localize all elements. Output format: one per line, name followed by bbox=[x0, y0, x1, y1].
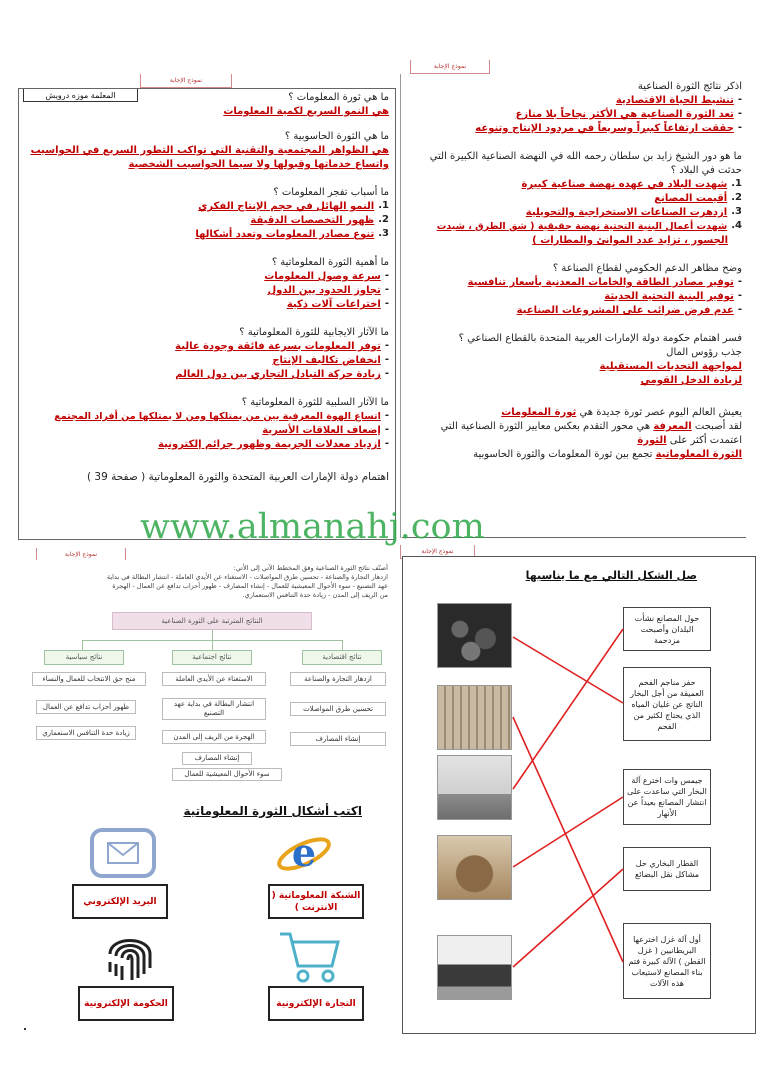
figure-instruction: أصنّف نتائج الثورة الصناعية وفق المخطط الآتي إلى الأتي: bbox=[233, 564, 388, 572]
matching-title: صل الشكل التالي مع ما يناسبها bbox=[525, 569, 697, 582]
matching-panel bbox=[402, 556, 756, 1034]
list-number: 1. bbox=[378, 200, 389, 211]
answer-model-tag: نموذج الإجابة bbox=[36, 548, 126, 562]
form-card-ecommerce: التجارة الإلكترونية bbox=[268, 986, 364, 1021]
match-box-5: أول آلة غزل اخترعها البريطانيين ( غزل القطن ) الآلة كبيرة فتم بناء المصانع لاستيعاب هذه الآلات bbox=[623, 923, 711, 999]
answer-item-cont: الجسور ، تزايد عدد الموانئ والمطارات ) bbox=[532, 235, 728, 246]
answer-item: سرعة وصول المعلومات bbox=[264, 271, 381, 282]
answer-1: هي النمو السريع لكمية المعلومات bbox=[223, 106, 389, 117]
question-1: ما هي ثورة المعلومات ؟ bbox=[288, 92, 389, 103]
answer-item: تعد الثورة الصناعية هي الأكثر نجاحاً بلا منازع bbox=[515, 109, 734, 120]
social-item: الاستغناء عن الأيدي العاملة bbox=[162, 672, 266, 686]
watermark-text: www.almanahj.com bbox=[140, 507, 485, 547]
fill-blank-2: لقد أصبحت المعرفة هي محور التقدم بعكس معايير الثورة الصناعية التي bbox=[440, 421, 742, 432]
answer-item: توفر المعلومات بسرعة فائقة وجودة عالية bbox=[175, 341, 381, 352]
figure-instruction: من الريف إلى المدن - زيادة حدة التنافس الاستعماري. bbox=[242, 591, 388, 599]
economic-item: ازدهار التجارة والصناعة bbox=[290, 672, 386, 686]
answer-item: ازدهرت الصناعات الاستخراجية والتحويلية bbox=[525, 207, 728, 218]
right-answer-panel: اذكر نتائج الثورة الصناعية - تنشيط الحياة الاقتصادية - تعد الثورة الصناعية هي الأكثر نجاحاً بلا منازع - حققت ارتفاعاً كبيراً وسريعاً في مردود الإنتاج وتنوعه ما هو دور الشيخ زايد بن سلطان رحمه الله في النهضة الصناعية الكبيرة التي حدثت في البلاد ؟ 1. شهدت البلاد في عهده نهضة صناعية كبيرة 2. أقيمت المصانع 3. ازدهرت الصناعات الاستخراجية والتحويلية 4. شهدت أعمال البنية التحتية نهضة حقيقية ( شق الطرق ، شيدت الجسور ، تزايد عدد الموانئ والمطارات ) وضح مظاهر الدعم الحكومي لقطاع الصناعة ؟ - توفير مصادر الطاقة والخامات المعدنية بأسعار تنافسية - توفير البنية التحتية الحديثة - عدم فرض ضرائب على المشروعات الصناعية فسر اهتمام حكومة دولة الإمارات العربية المتحدة بالقطاع الصناعي ؟ جذب رؤوس المال لمواجهة التحديات المستقبلية لزيادة الدخل القومي يعيش العالم اليوم عصر ثورة جديدة هي ثورة المعلومات لقد أصبحت المعرفة هي محور التقدم بعكس معايير الثورة الصناعية التي اعتمدت أكثر على الثورة الثورة المعلوماتية تجمع بين ثورة المعلومات والثورة الحاسوبية bbox=[402, 74, 746, 538]
figure-instruction: عهد التصنيع - سوء الأحوال المعيشية للعمال - إنشاء المصارف - ظهور أحزاب تدافع عن العمال - الهجرة bbox=[112, 582, 388, 590]
fill-blank-4: الثورة المعلوماتية تجمع بين ثورة المعلومات والثورة الحاسوبية bbox=[473, 449, 742, 460]
answer-item: ظهور التخصصات الدقيقة bbox=[250, 215, 375, 226]
textbook-figure-panel bbox=[32, 560, 392, 796]
list-number: 2. bbox=[378, 214, 389, 225]
match-box-2: حفر مناجم الفحم العميقة من أجل البخار الناتج عن غليان المياه الذي يحتاج لكثير من الفحم bbox=[623, 667, 711, 741]
match-lines bbox=[403, 557, 756, 1034]
form-card-email: البريد الإلكتروني bbox=[72, 884, 168, 919]
answer-model-tag: نموذج الإجابة bbox=[410, 60, 490, 74]
answer-item: لمواجهة التحديات المستقبلية bbox=[599, 361, 742, 372]
answer-2-line-2: واتساع خدماتها وقبولها ولا سيما الحواسيب الشخصية bbox=[128, 159, 389, 170]
answer-item: أقيمت المصانع bbox=[654, 193, 728, 204]
economic-item: إنشاء المصارف bbox=[290, 732, 386, 746]
answer-item: تجاوز الحدود بين الدول bbox=[267, 285, 381, 296]
political-item: زيادة حدة التنافس الاستعماري bbox=[36, 726, 136, 740]
match-box-4: القطار البخاري حل مشاكل نقل البضائع bbox=[623, 847, 711, 891]
social-item: انتشار البطالة في بداية عهد التصنيع bbox=[162, 698, 266, 720]
social-item: سوء الأحوال المعيشية للعمال bbox=[172, 768, 282, 781]
social-item: إنشاء المصارف bbox=[182, 752, 252, 765]
answer-item: النمو الهائل في حجم الإنتاج الفكري bbox=[198, 201, 375, 212]
left-answer-panel: المعلمة موزه درويش ما هي ثورة المعلومات ؟ هي النمو السريع لكمية المعلومات ما هي الثورة الحاسوبية ؟ هي الظواهر المجتمعية والتقنية التي تواكب التطور السريع في الحواسيب واتساع خدماتها وقبولها ولا سيما الحواسيب الشخصية ما أسباب تفجر المعلومات ؟ 1. النمو الهائل في حجم الإنتاج الفكري 2. ظهور التخصصات الدقيقة 3. تنوع مصادر المعلومات وتعدد أشكالها ما أهمية الثورة المعلوماتية ؟ - سرعة وصول المعلومات - تجاوز الحدود بين الدول - اختراعات آلات ذكية ما الآثار الايجابية للثورة المعلوماتية ؟ - توفر المعلومات بسرعة فائقة وجودة عالية - انخفاض تكاليف الإنتاج - زيادة حركة التبادل التجاري بين دول العالم ما الآثار السلبية للثورة المعلوماتية ؟ - اتساع الهوة المعرفية بين من يمتلكها ومن لا يمتلكها من أفراد المجتمع - إضعاف العلاقات الأسرية - ازدياد معدلات الجريمة وظهور جرائم إلكترونية اهتمام دولة الإمارات العربية المتحدة والثورة المعلوماتية ( صفحة 39 ) bbox=[18, 88, 396, 540]
category-social: نتائج اجتماعية bbox=[172, 650, 252, 665]
question-zayed: ما هو دور الشيخ زايد بن سلطان رحمه الله في النهضة الصناعية الكبيرة التي bbox=[429, 151, 742, 162]
question-6: ما الآثار السلبية للثورة المعلوماتية ؟ bbox=[241, 397, 389, 408]
question-4: ما أهمية الثورة المعلوماتية ؟ bbox=[271, 257, 389, 268]
answer-item: اختراعات آلات ذكية bbox=[286, 299, 381, 310]
political-item: منح حق الانتخاب للعمال والنساء bbox=[32, 672, 146, 686]
answer-item: حققت ارتفاعاً كبيراً وسريعاً في مردود الإنتاج وتنوعه bbox=[475, 123, 734, 134]
economic-item: تحسين طرق المواصلات bbox=[290, 702, 386, 716]
page-reference: اهتمام دولة الإمارات العربية المتحدة والثورة المعلوماتية ( صفحة 39 ) bbox=[86, 471, 389, 483]
figure-instruction: ازدهار التجارة والصناعة - تحسين طرق المواصلات - الاستغناء عن الأيدي العاملة - انتشار البطالة في بداية bbox=[106, 573, 388, 581]
answer-item: تنشيط الحياة الاقتصادية bbox=[615, 95, 734, 106]
forms-title: اكتب أشكال الثورة المعلوماتية bbox=[183, 804, 362, 818]
answer-item: إضعاف العلاقات الأسرية bbox=[262, 425, 381, 436]
answer-item: لزيادة الدخل القومي bbox=[640, 375, 742, 386]
answer-item: توفير البنية التحتية الحديثة bbox=[604, 291, 734, 302]
teacher-name-box: المعلمة موزه درويش bbox=[23, 88, 138, 102]
question-3: ما أسباب تفجر المعلومات ؟ bbox=[273, 187, 389, 198]
fill-blank-3: اعتمدت أكثر على الثورة bbox=[637, 435, 742, 446]
answer-item: اتساع الهوة المعرفية بين من يمتلكها ومن لا يمتلكها من أفراد المجتمع bbox=[54, 411, 381, 422]
forms-panel bbox=[32, 796, 392, 1032]
answer-item: عدم فرض ضرائب على المشروعات الصناعية bbox=[516, 305, 734, 316]
form-card-egovernment: الحكومة الإلكترونية bbox=[78, 986, 174, 1021]
question-5: ما الآثار الايجابية للثورة المعلوماتية ؟ bbox=[239, 327, 389, 338]
political-item: ظهور أحزاب تدافع عن العمال bbox=[36, 700, 136, 714]
match-box-3: جيمس وات اخترع آلة البخار التي ساعدت على انتشار المصانع بعيداً عن الأنهار bbox=[623, 769, 711, 825]
answer-model-tag: نموذج الإجابة bbox=[140, 74, 232, 88]
category-political: نتائج سياسية bbox=[44, 650, 124, 665]
match-box-1: حول المصانع نشأت البلدان وأصبحت مزدحمة bbox=[623, 607, 711, 651]
figure-title: النتائج المترتبة على الثورة الصناعية bbox=[112, 612, 312, 630]
form-card-internet: الشبكة المعلوماتية ( الانترنت ) bbox=[268, 884, 364, 919]
question-explain: فسر اهتمام حكومة دولة الإمارات العربية المتحدة بالقطاع الصناعي ؟ bbox=[458, 333, 742, 344]
question-zayed-cont: حدثت في البلاد ؟ bbox=[670, 165, 742, 176]
question-government-support: وضح مظاهر الدعم الحكومي لقطاع الصناعة ؟ bbox=[552, 263, 742, 274]
fingerprint-icon bbox=[104, 924, 156, 984]
category-economic: نتائج اقتصادية bbox=[302, 650, 382, 665]
question-2: ما هي الثورة الحاسوبية ؟ bbox=[284, 131, 389, 142]
social-item: الهجرة من الريف إلى المدن bbox=[162, 730, 266, 744]
envelope-icon bbox=[88, 826, 158, 880]
fill-blank-1: يعيش العالم اليوم عصر ثورة جديدة هي ثورة المعلومات bbox=[501, 407, 742, 418]
answer-2-line-1: هي الظواهر المجتمعية والتقنية التي تواكب التطور السريع في الحواسيب bbox=[30, 145, 389, 156]
answer-plain: جذب رؤوس المال bbox=[666, 347, 742, 358]
answer-item: شهدت البلاد في عهده نهضة صناعية كبيرة bbox=[521, 179, 728, 190]
answer-item: انخفاض تكاليف الإنتاج bbox=[272, 355, 381, 366]
question-results: اذكر نتائج الثورة الصناعية bbox=[637, 81, 742, 92]
answer-item: ازدياد معدلات الجريمة وظهور جرائم إلكترونية bbox=[158, 439, 381, 450]
answer-item: شهدت أعمال البنية التحتية نهضة حقيقية ( شق الطرق ، شيدت bbox=[436, 221, 728, 232]
answer-item: تنوع مصادر المعلومات وتعدد أشكالها bbox=[195, 229, 375, 240]
internet-explorer-icon bbox=[276, 826, 332, 882]
answer-item: زيادة حركة التبادل التجاري بين دول العالم bbox=[175, 369, 381, 380]
list-number: 3. bbox=[378, 228, 389, 239]
answer-model-tag: نموذج الإجابة bbox=[400, 545, 475, 559]
answer-item: توفير مصادر الطاقة والخامات المعدنية بأسعار تنافسية bbox=[467, 277, 734, 288]
svg-text:e: e bbox=[291, 830, 317, 875]
shopping-cart-icon bbox=[276, 928, 346, 984]
